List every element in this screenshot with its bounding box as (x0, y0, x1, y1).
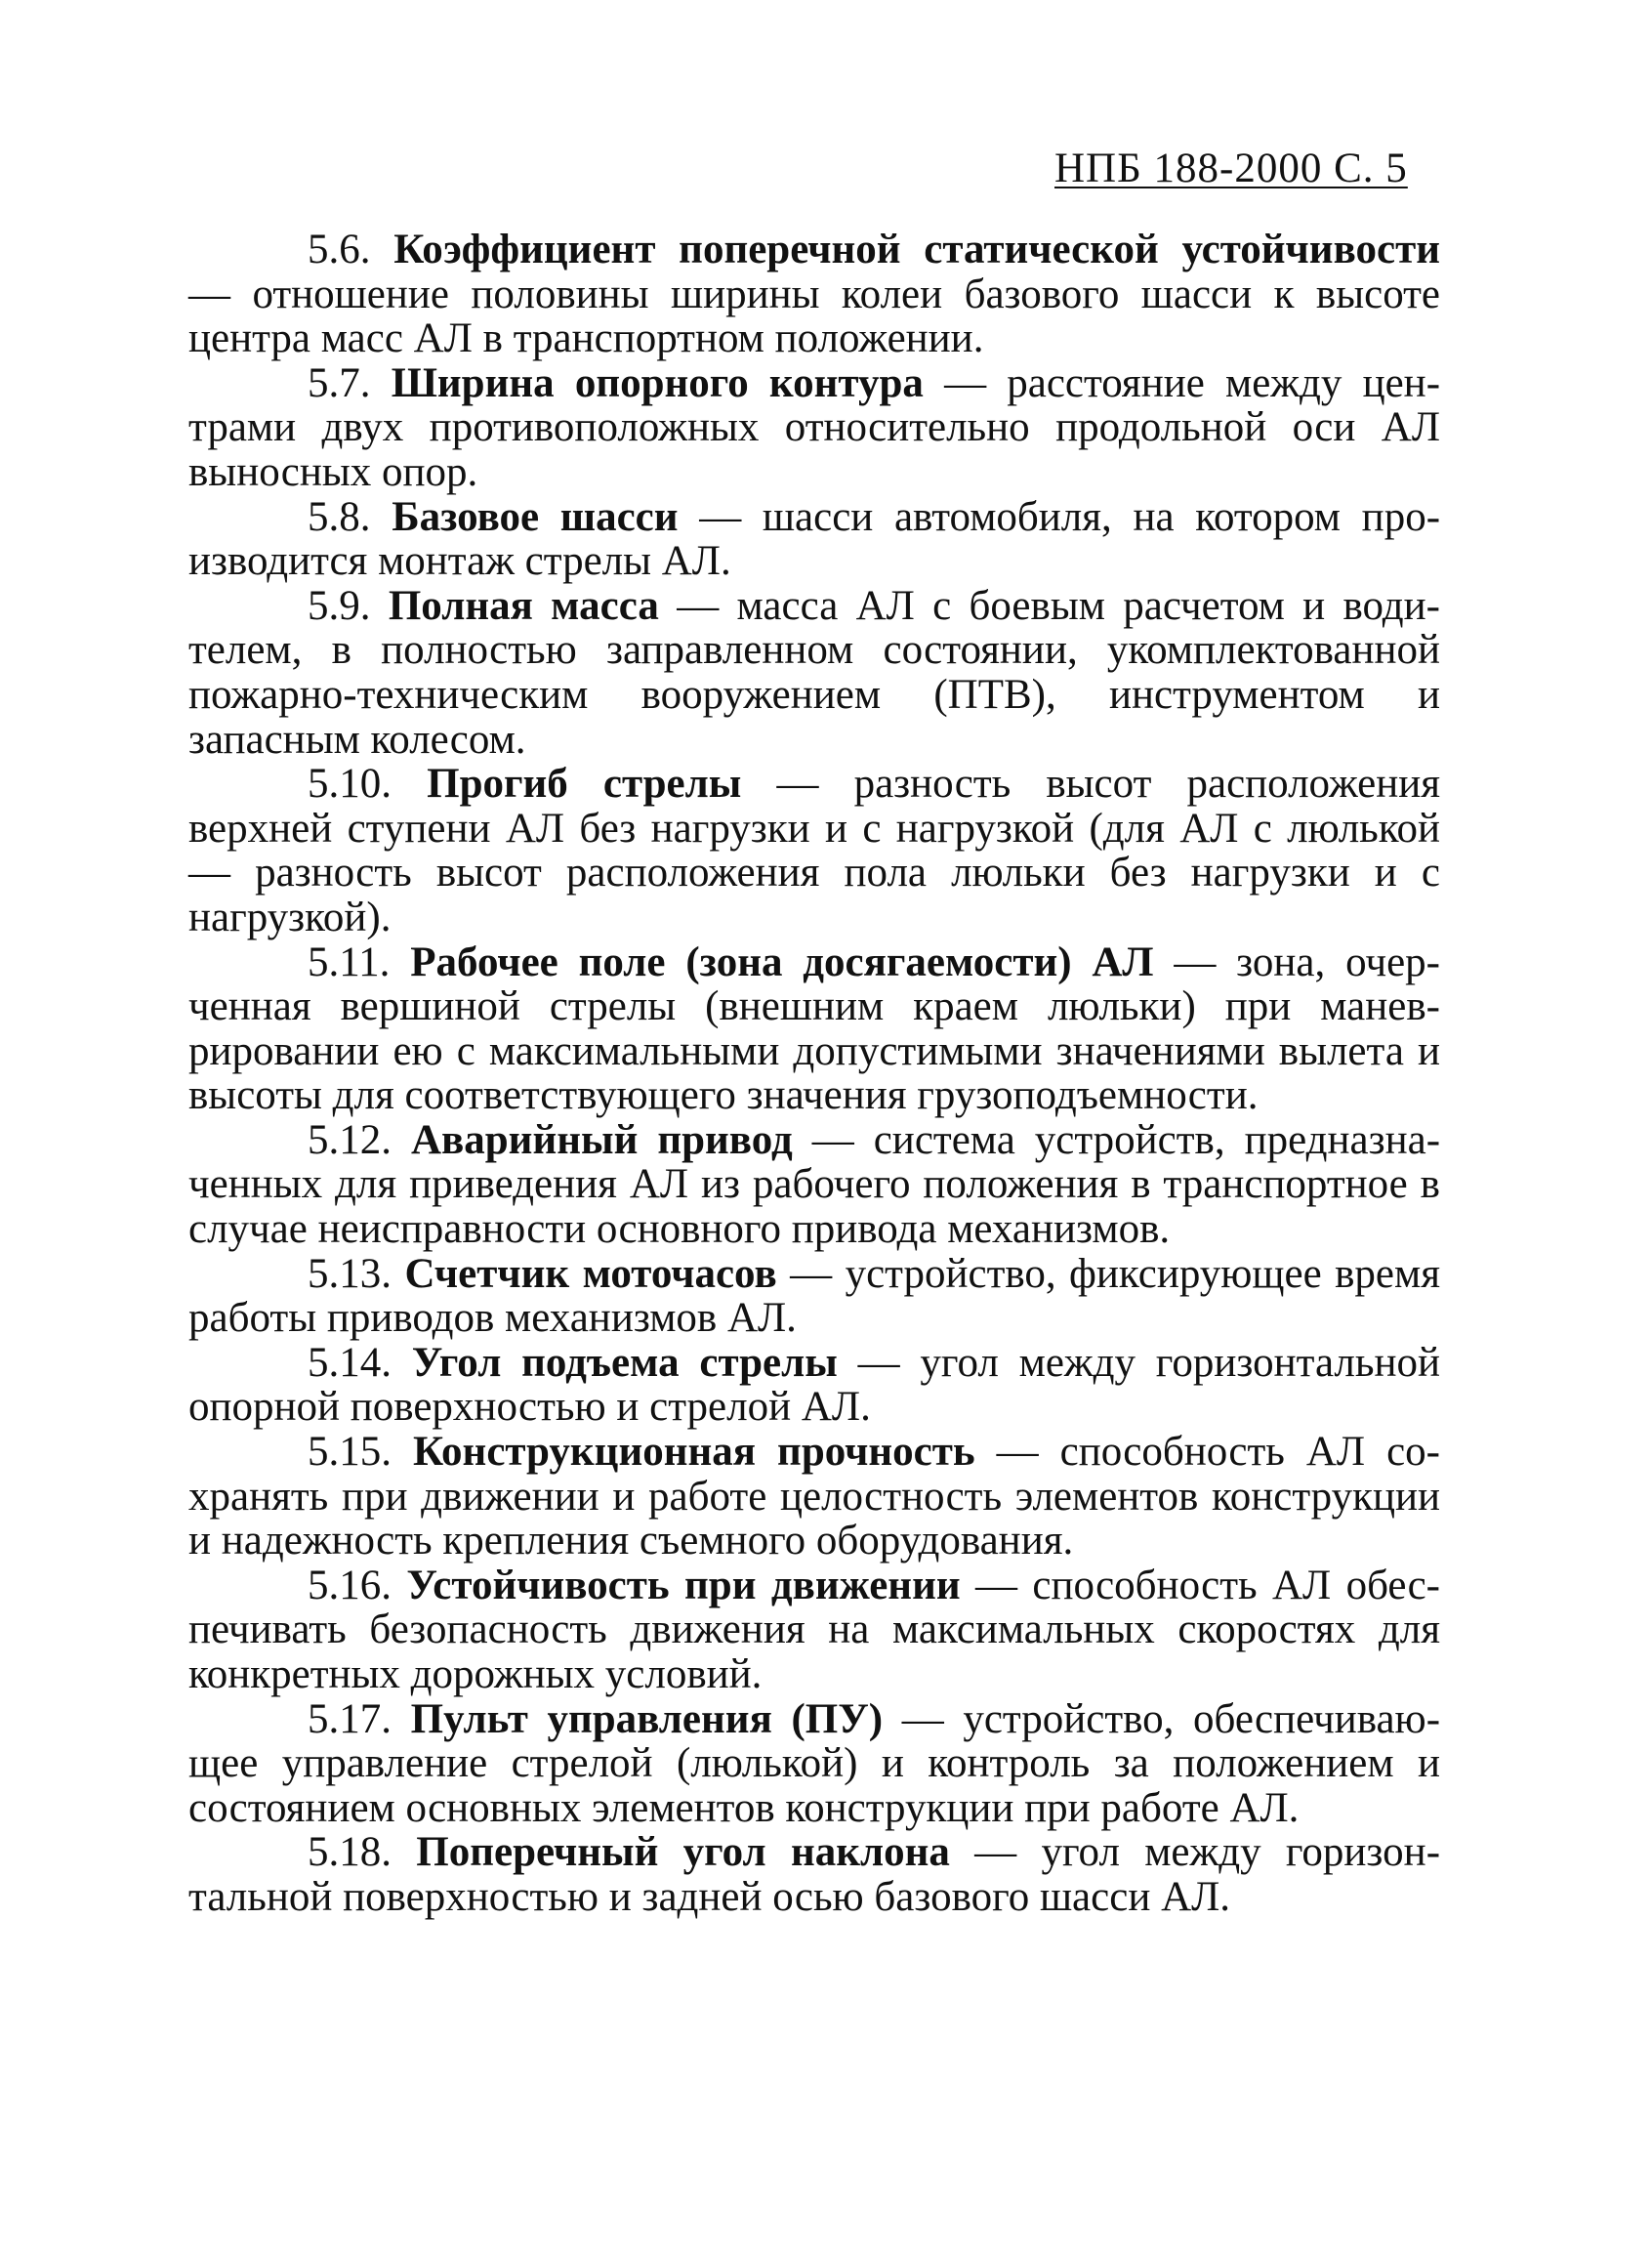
item-number: 5.14. (308, 1339, 392, 1386)
item-term: Полная масса (388, 582, 659, 629)
item-number: 5.6. (308, 227, 371, 272)
item-term: Устойчивость при движении (406, 1562, 961, 1608)
definition-item: 5.16. Устойчивость при движении — способность АЛ обеспечивать безопасность движения на максимальных скоростях для конкретных дорожных условий. (188, 1562, 1440, 1697)
item-definition: отношение половины ширины колеи базового шасси к высоте центра масс АЛ в транспортном положении. (188, 271, 1440, 362)
item-number: 5.9. (308, 582, 371, 629)
item-number: 5.18. (308, 1829, 392, 1876)
item-definition: система устройств, предназначенных для приведения АЛ из рабочего положения в транспортное в случае неисправности основного привода механизмов. (188, 1116, 1441, 1253)
definition-item: 5.17. Пульт управления (ПУ) — устройство, обеспечивающее управление стрелой (люлькой) и контроль за положением и состоянием основных элементов конструкции при работе АЛ. (188, 1695, 1441, 1831)
item-term: Пульт управления (ПУ) (410, 1695, 884, 1742)
item-number: 5.12. (308, 1116, 392, 1163)
definition-item: 5.15. Конструкционная прочность — способность АЛ сохранять при движении и работе целостность элементов конструкции и надежность крепления съемного оборудования. (188, 1429, 1440, 1564)
item-definition: разность высот расположения верхней ступени АЛ без нагрузки и с нагрузкой (для АЛ с люлькой — разность высот расположения пола люльки без нагрузки и с нагрузкой). (188, 761, 1441, 940)
item-definition: способность АЛ сохранять при движении и работе целостность элементов конструкции и надежность крепления съемного оборудования. (188, 1429, 1440, 1564)
item-number: 5.16. (308, 1562, 392, 1608)
item-number: 5.15. (308, 1429, 392, 1476)
item-definition: способность АЛ обеспечивать безопасность движения на максимальных скоростях для конкретных дорожных условий. (188, 1562, 1440, 1697)
item-number: 5.8. (308, 493, 371, 540)
page-header: НПБ 188-2000 С. 5 (1054, 146, 1408, 191)
item-term: Поперечный угол наклона (416, 1829, 950, 1876)
item-definition: шасси автомобиля, на котором производится монтаж стрелы АЛ. (188, 493, 1441, 585)
definition-item: 5.13. Счетчик моточасов — устройство, фиксирующее время работы приводов механизмов АЛ. (188, 1250, 1441, 1342)
definition-item: 5.6. Коэффициент поперечной статической устойчивости — отношение половины ширины колеи базового шасси к высоте центра масс АЛ в транспортном положении. (188, 227, 1440, 362)
item-definition: угол между горизонтальной поверхностью и задней осью базового шасси АЛ. (188, 1829, 1441, 1920)
item-number: 5.11. (308, 938, 391, 985)
item-term: Конструкционная прочность (413, 1429, 975, 1476)
item-definition: устройство, фиксирующее время работы приводов механизмов АЛ. (188, 1250, 1441, 1342)
item-term: Угол подъема стрелы (411, 1339, 838, 1386)
definition-item: 5.18. Поперечный угол наклона — угол между горизонтальной поверхностью и задней осью базового шасси АЛ. (188, 1829, 1441, 1920)
item-definition: масса АЛ с боевым расчетом и водителем, в полностью заправленном состоянии, укомплектованной пожарно-техническим вооружением (ПТВ), инструментом и запасным колесом. (188, 582, 1440, 763)
item-number: 5.13. (308, 1250, 392, 1297)
item-definition: устройство, обеспечивающее управление стрелой (люлькой) и контроль за положением и состоянием основных элементов конструкции при работе АЛ. (188, 1695, 1441, 1831)
item-definition: расстояние между центрами двух противоположных относительно продольной оси АЛ выносных опор. (188, 359, 1441, 495)
item-term: Ширина опорного контура (391, 359, 924, 406)
definition-item: 5.12. Аварийный привод — система устройств, предназначенных для приведения АЛ из рабочего положения в транспортное в случае неисправности основного привода механизмов. (188, 1116, 1441, 1253)
item-term: Аварийный привод (410, 1116, 793, 1163)
item-term: Рабочее поле (зона досягаемости) АЛ (410, 938, 1154, 985)
item-term: Коэффициент поперечной статической устойчивости (393, 227, 1440, 272)
item-term: Базовое шасси (392, 493, 679, 540)
definition-item: 5.14. Угол подъема стрелы — угол между горизонтальной опорной поверхностью и стрелой АЛ. (188, 1339, 1441, 1431)
item-definition: угол между горизонтальной опорной поверхностью и стрелой АЛ. (188, 1339, 1441, 1431)
definitions-list (188, 228, 1440, 1920)
definition-item: 5.10. Прогиб стрелы — разность высот расположения верхней ступени АЛ без нагрузки и с нагрузкой (для АЛ с люлькой — разность высот расположения пола люльки без нагрузки и с нагрузкой). (188, 761, 1441, 940)
definition-item: 5.8. Базовое шасси — шасси автомобиля, на котором производится монтаж стрелы АЛ. (188, 493, 1441, 585)
item-definition: зона, очерченная вершиной стрелы (внешним краем люльки) при маневрировании ею с максимальными допустимыми значениями вылета и высоты для соответствующего значения грузоподъемности. (188, 938, 1440, 1119)
definition-item: 5.9. Полная масса — масса АЛ с боевым расчетом и водителем, в полностью заправленном состоянии, укомплектованной пожарно-техническим вооружением (ПТВ), инструментом и запасным колесом. (188, 582, 1440, 763)
definition-item: 5.7. Ширина опорного контура — расстояние между центрами двух противоположных относительно продольной оси АЛ выносных опор. (188, 359, 1441, 495)
item-number: 5.7. (308, 359, 371, 406)
definition-item: 5.11. Рабочее поле (зона досягаемости) АЛ — зона, очерченная вершиной стрелы (внешним краем люльки) при маневрировании ею с максимальными допустимыми значениями вылета и высоты для соответствующего значения грузоподъемности. (188, 938, 1440, 1119)
item-term: Прогиб стрелы (427, 761, 742, 808)
item-number: 5.10. (308, 761, 392, 808)
item-number: 5.17. (308, 1695, 392, 1742)
item-term: Счетчик моточасов (404, 1250, 777, 1297)
